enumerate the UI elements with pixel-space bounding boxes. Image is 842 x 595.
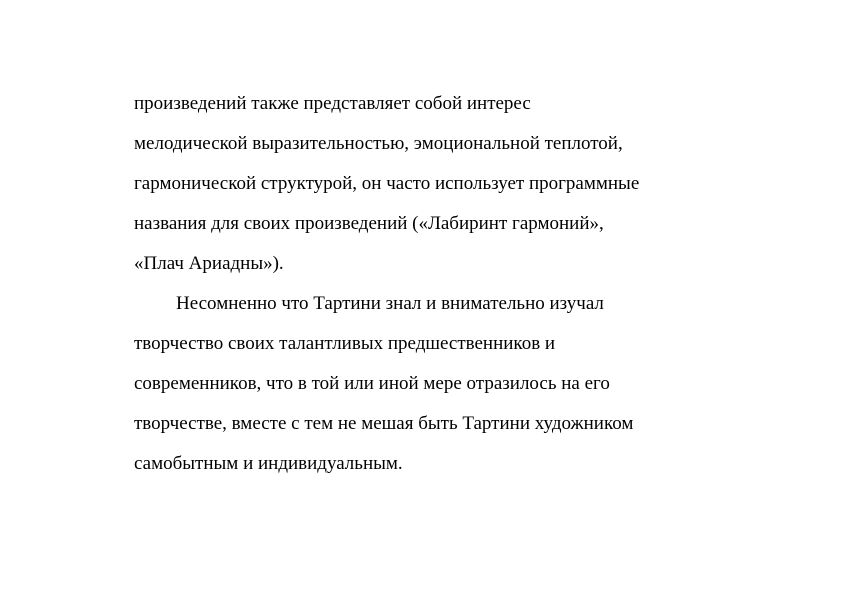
paragraph-1-line-1: произведений также представляет собой интерес (134, 93, 531, 114)
paragraph-2-line-3: современников, что в той или иной мере отразилось на его (134, 373, 610, 394)
paragraph-2 (134, 284, 744, 484)
paragraph-1-line-5: «Плач Ариадны»). (134, 253, 284, 274)
document-body (134, 84, 744, 484)
paragraph-1-line-3: гармонической структурой, он часто использует программные (134, 173, 640, 194)
paragraph-1 (134, 84, 744, 284)
paragraph-2-line-5: самобытным и индивидуальным. (134, 453, 403, 474)
paragraph-2-line-2: творчество своих талантливых предшественников и (134, 333, 556, 354)
paragraph-2-line-1: Несомненно что Тартини знал и внимательно изучал (176, 293, 604, 314)
paragraph-2-line-4: творчестве, вместе с тем не мешая быть Тартини художником (134, 413, 634, 434)
paragraph-1-line-4: названия для своих произведений («Лабиринт гармоний», (134, 213, 604, 234)
paragraph-1-line-2: мелодической выразительностью, эмоциональной теплотой, (134, 133, 623, 154)
